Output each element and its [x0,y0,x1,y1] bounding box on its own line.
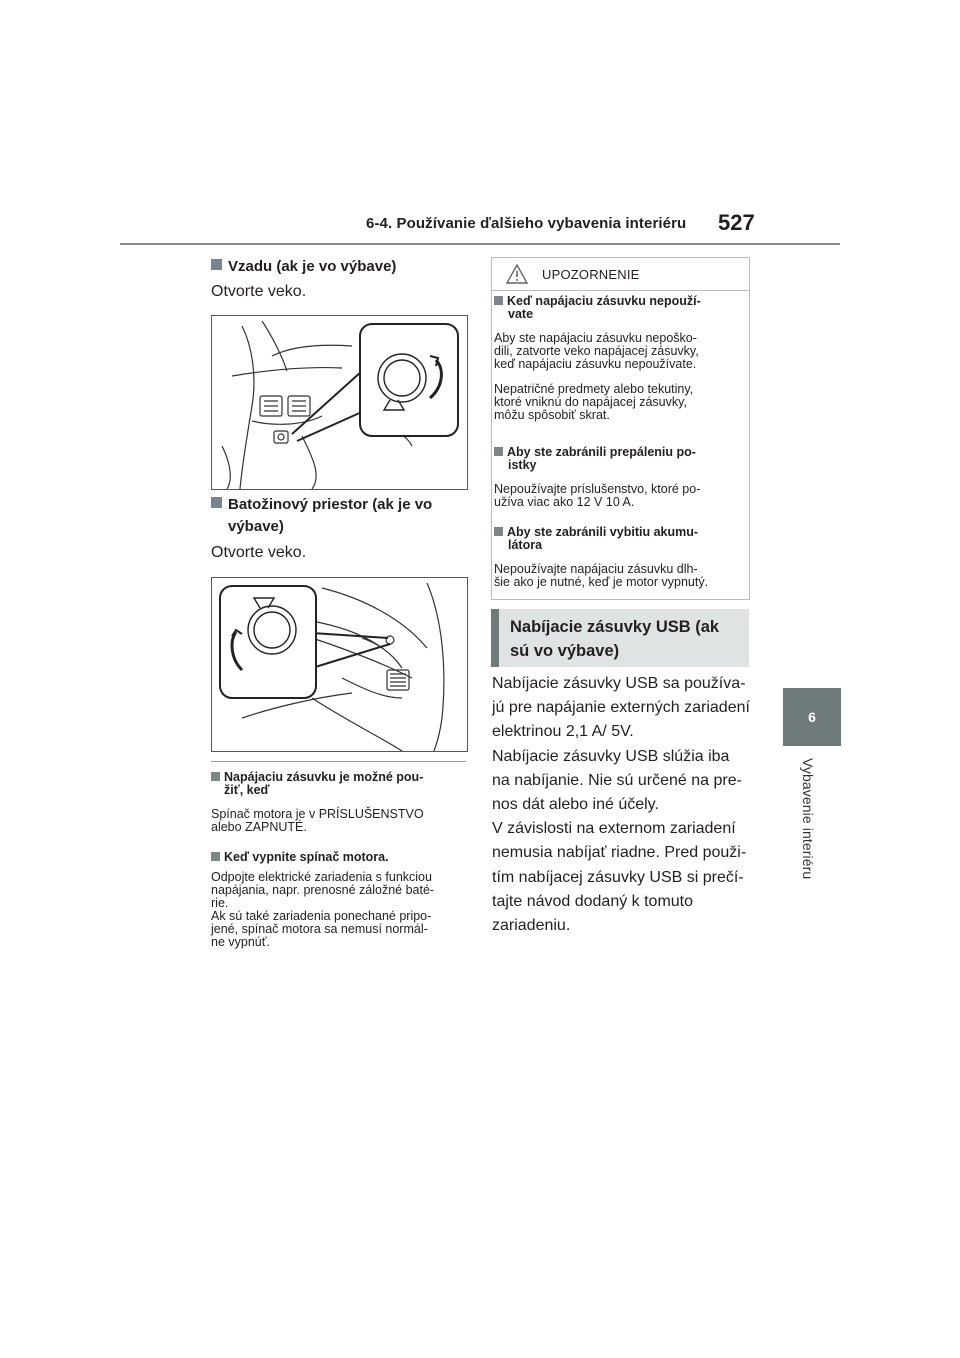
warning-triangle-icon [505,263,529,285]
header-divider [120,243,840,245]
page-number: 527 [718,210,755,235]
warning-p3-line: užíva viac ako 12 V 10 A. [494,495,635,509]
warning-p4-line: šie ako je nutné, keď je motor vypnutý. [494,575,709,589]
warning-p1-line: keď napájaciu zásuvku nepoužívate. [494,357,697,371]
warning-p2-line: Nepatričné predmety alebo tekutiny, [494,382,694,396]
trunk-outlet-drawing [212,578,467,751]
note2-line: ne vypnúť. [211,935,270,949]
usb-section-heading [491,609,749,667]
trunk-heading-line1: Batožinový priestor (ak je vo [211,496,432,513]
square-bullet-icon [494,527,503,536]
warning-title: UPOZORNENIE [542,266,640,282]
warning-title-row [492,258,749,291]
usb-line: elektrinou 2,1 A/ 5V. [492,723,634,741]
note2-line: napájania, napr. prenosné záložné baté- [211,883,435,897]
warning-p1-line: Aby ste napájaciu zásuvku nepoško- [494,331,697,345]
square-bullet-icon [494,296,503,305]
square-bullet-icon [211,772,220,781]
warning-h2-line2: istky [508,458,537,472]
note2-line: Ak sú také zariadenia ponechané pripo- [211,909,432,923]
rear-text: Otvorte veko. [211,283,307,300]
usb-line: zariadeniu. [492,917,571,935]
rear-outlet-illustration [211,315,468,490]
warning-p3-line: Nepoužívajte príslušenstvo, ktoré po- [494,482,701,496]
usb-line: V závislosti na externom zariadení [492,820,736,838]
usb-line: nemusia nabíjať riadne. Pred použi- [492,844,747,862]
warning-h3-line1: Aby ste zabránili vybitiu akumu- [494,526,698,539]
warning-h1-line2: vate [508,307,534,321]
rear-outlet-drawing [212,316,467,489]
usb-line: Nabíjacie zásuvky USB sa používa- [492,675,746,692]
usb-line: tím nabíjacej zásuvky USB si prečí- [492,868,744,886]
usb-line: nos dát alebo iné účely. [492,796,659,814]
chapter-tab: 6 [783,688,841,746]
usb-title-line1: Nabíjacie zásuvky USB (ak [510,618,720,636]
usb-line: Nabíjacie zásuvky USB slúžia iba [492,747,730,765]
trunk-heading-line2: výbave) [228,518,284,535]
warning-h2-line1: Aby ste zabránili prepáleniu po- [494,446,696,459]
note2-heading: Keď vypnite spínač motora. [211,851,389,864]
note2-line: jené, spínač motora sa nemusí normál- [211,922,428,936]
warning-p4-line: Nepoužívajte napájaciu zásuvku dlh- [494,562,698,576]
trunk-text: Otvorte veko. [211,544,307,561]
warning-h1-line1: Keď napájaciu zásuvku nepouží- [494,295,701,308]
warning-p2-line: môžu spôsobiť skrat. [494,408,610,422]
trunk-outlet-illustration [211,577,468,752]
note1-heading-line2: žiť, keď [224,783,270,797]
note1-text-line1: Spínač motora je v PRÍSLUŠENSTVO [211,807,424,821]
chapter-label: Vybavenie interiéru [800,758,816,880]
note1-heading-line1: Napájaciu zásuvku je možné pou- [211,771,423,784]
usb-paragraph [492,672,754,938]
square-bullet-icon [211,852,220,861]
usb-line: na nabíjanie. Nie sú určené na pre- [492,771,742,789]
rear-heading: Vzadu (ak je vo výbave) [211,258,396,275]
note1-text-line2: alebo ZAPNUTÉ. [211,820,307,834]
notes-divider [211,761,466,762]
square-bullet-icon [211,259,222,270]
note2-line: Odpojte elektrické zariadenia s funkciou [211,870,432,884]
section-title: 6-4. Používanie ďalšieho vybavenia interiéru [366,215,687,232]
warning-p1-line: dili, zatvorte veko napájacej zásuvky, [494,344,699,358]
usb-title-line2: sú vo výbave) [510,642,620,660]
usb-line: jú pre napájanie externých zariadení [492,699,750,717]
warning-p2-line: ktoré vniknú do napájacej zásuvky, [494,395,687,409]
usb-line: tajte návod dodaný k tomuto [492,892,694,910]
square-bullet-icon [494,447,503,456]
square-bullet-icon [211,497,222,508]
warning-h3-line2: látora [508,538,543,552]
note2-line: rie. [211,896,229,910]
